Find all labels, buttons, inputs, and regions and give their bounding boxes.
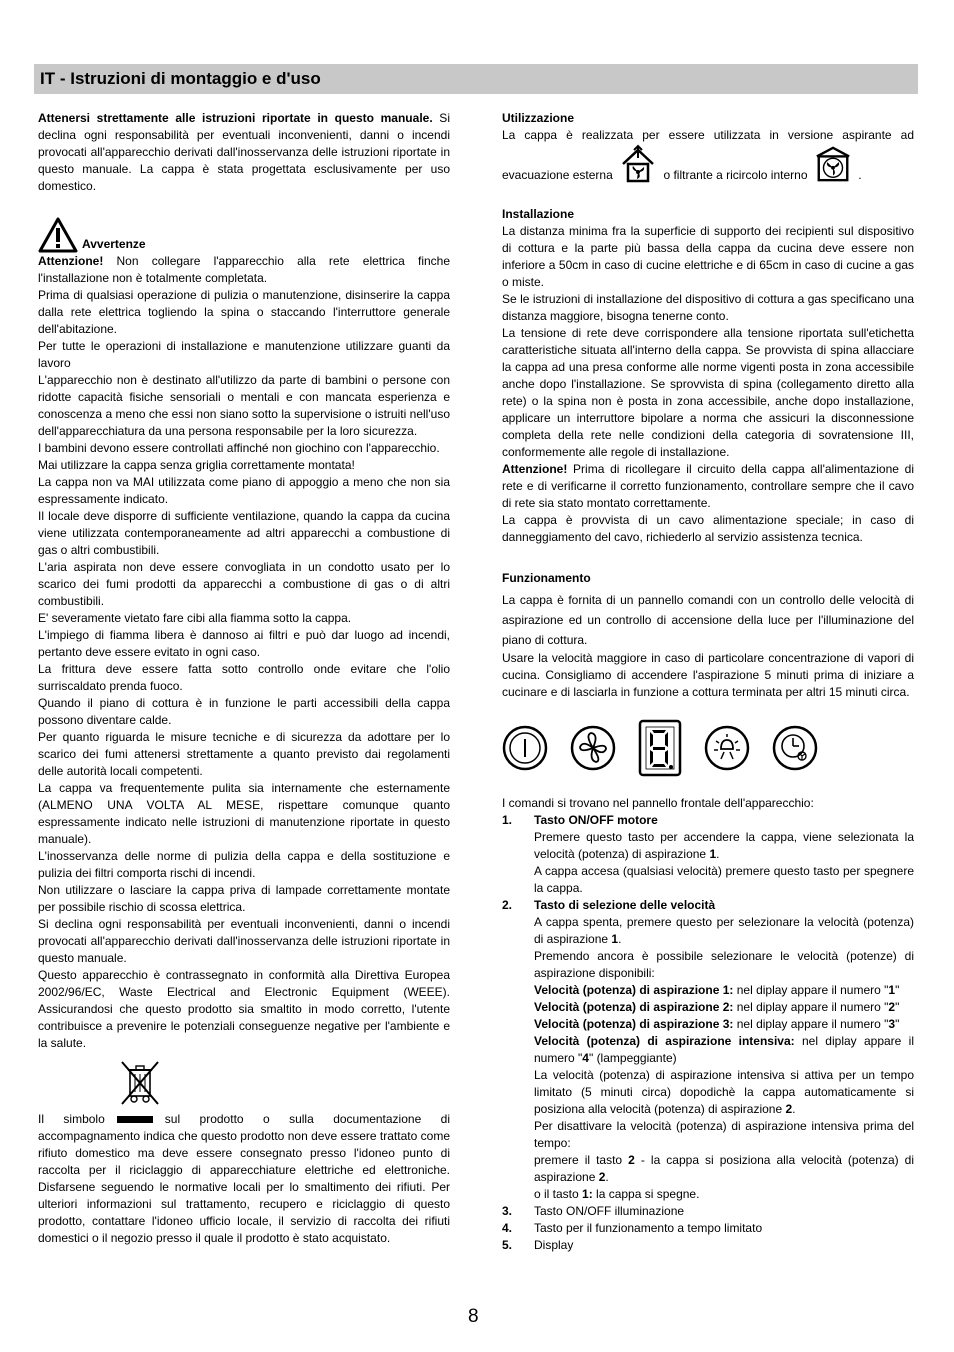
warning-heading [38, 217, 450, 253]
attention-paragraph: Attenzione! Non collegare l'apparecchio alla rete elettrica finche l'installazione non è totalmente completata. [38, 254, 450, 285]
install-title: Installazione [502, 207, 575, 221]
warning-paragraph: E' severamente vietato fare cibi alla fiamma sotto la cappa. [38, 611, 352, 625]
external-exhaust-icon [619, 144, 657, 184]
weee-bar-icon [117, 1116, 153, 1123]
warning-paragraph: Per tutte le operazioni di installazione e manutenzione utilizzare guanti da lavoro [38, 339, 450, 370]
right-column [502, 110, 914, 1254]
control-item-desc: La velocità (potenza) di aspirazione intensiva si attiva per un tempo limitato (5 minuti circa) dopodichè la cappa automaticamente si posiziona alla velocità (potenza) di aspirazione 2. [534, 1068, 914, 1116]
usage-paragraph: La cappa è realizzata per essere utilizzata in versione aspirante ad evacuazione esterna o filtrante a ricircolo interno . [502, 128, 914, 182]
controls-intro: I comandi si trovano nel pannello frontale dell'apparecchio: [502, 796, 814, 810]
usage-title: Utilizzazione [502, 111, 575, 125]
symbol-paragraph: Il simbolo sul prodotto o sulla documentazione di accompagnamento indica che questo prodotto non deve essere trattato come rifiuto domestico ma deve essere consegnato presso l'idoneo punto di raccolta per il riciclaggio di apparecchiature elettriche ed elettroniche. Disfarsene seguendo le normative locali per lo smaltimento dei rifiuti. Per ulteriori informazioni sul trattamento, recupero e riciclaggio di questo prodotto, contattare l'idoneo ufficio locale, il servizio di raccolta dei rifiuti domestici o il negozio presso il quale il prodotto è stato acquistato. [38, 1112, 451, 1245]
control-item-desc: A cappa spenta, premere questo per selezionare la velocità (potenza) di aspirazione 1. [534, 915, 914, 946]
warning-paragraph: L'inosservanza delle norme di pulizia della cappa e della sostituzione e pulizia dei filtri comporta rischi di incendi. [38, 849, 450, 880]
motor-power-icon [502, 725, 548, 771]
weee-paragraph: Questo apparecchio è contrassegnato in conformità alla Direttiva Europea 2002/96/EC, Waste Electrical and Electronic Equipment (WEEE). Assicurandosi che questo prodotto sia smaltito in modo corretto, l'utente contribuisce a prevenire le potenziali conseguenze negative per l'ambiente e la salute. [38, 968, 450, 1050]
intro-paragraph: Attenersi strettamente alle istruzioni riportate in questo manuale. Si declina ogni responsabilità per eventuali inconvenienti, danni o incendi provocati all'apparecchio derivati dall'inosservanza delle istruzioni riportate in questo manuale. La cappa è stata progettata esclusivamente per uso domestico. [38, 111, 450, 193]
speed-line: Velocità (potenza) di aspirazione 1: nel diplay appare il numero "1" [534, 983, 900, 997]
warning-paragraph: Il locale deve disporre di sufficiente ventilazione, quando la cappa da cucina viene utilizzata contemporaneamente ad altri apparecchi a combustione di gas o altri combustibili. [38, 509, 450, 557]
control-item-desc: Premere questo tasto per accendere la cappa, viene selezionata la velocità (potenza) di aspirazione 1. [534, 830, 914, 861]
control-item: 2. Tasto di selezione delle velocità [502, 898, 716, 912]
weee-bin-icon [118, 1058, 162, 1106]
control-item: 1. Tasto ON/OFF motore [502, 813, 658, 827]
light-icon [704, 725, 750, 771]
control-item: 4. Tasto per il funzionamento a tempo limitato [502, 1221, 763, 1235]
warning-paragraph: L'aria aspirata non deve essere convogliata in un condotto usato per lo scarico dei fumi prodotti da apparecchi a combustione di gas o di altri combustibili. [38, 560, 450, 608]
warning-paragraph: L'apparecchio non è destinato all'utilizzo da parte di bambini o persone con ridotte capacità fisiche sensoriali o mentali e con mancata esperienza e conoscenza a meno che essi non siano sotto la supervisione o istruiti nell'uso dell'apparecchiatura da una persona responsabile per la loro sicurezza. [38, 373, 450, 438]
function-paragraph: La cappa è fornita di un pannello comandi con un controllo delle velocità di aspirazione ed un controllo di accensione della luce per l'illuminazione del piano di cottura. [502, 593, 914, 647]
function-paragraph: Usare la velocità maggiore in caso di particolare concentrazione di vapori di cucina. Consigliamo di accendere l'aspirazione 5 minuti prima di iniziare a cucinare e di lasciarla in funzione a cottura terminata per altri 15 minuti circa. [502, 651, 914, 699]
control-item-desc: Premendo ancora è possibile selezionare le velocità (potenze) di aspirazione disponibili: [534, 949, 914, 980]
install-attention-paragraph: Attenzione! Prima di ricollegare il circuito della cappa all'alimentazione di rete e di verificarne il corretto funzionamento, controllare sempre che il cavo di rete sia stato montato correttamente. [502, 462, 914, 510]
warning-paragraph: Non utilizzare o lasciare la cappa priva di lampade correttamente montate per possibile rischio di scossa elettrica. [38, 883, 450, 914]
fan-speed-icon [570, 725, 616, 771]
warning-paragraph: La cappa va frequentemente pulita sia internamente che esternamente (ALMENO UNA VOLTA AL MESE, rispettare comunque quanto espressamente indicato nelle istruzioni di manutenzione riportate in questo manuale). [38, 781, 450, 846]
page-number: 8 [468, 1306, 479, 1327]
warning-paragraph: I bambini devono essere controllati affinché non giochino con l'apparecchio. [38, 441, 440, 455]
section-header: IT - Istruzioni di montaggio e d'uso [34, 64, 918, 94]
speed-line: Velocità (potenza) di aspirazione 3: nel diplay appare il numero "3" [534, 1017, 900, 1031]
timer-icon [772, 725, 818, 771]
display-icon [638, 719, 682, 777]
warning-paragraph: Prima di qualsiasi operazione di pulizia o manutenzione, disinserire la cappa dalla rete elettrica togliendo la spina o staccando l'interruttore generale dell'abitazione. [38, 288, 450, 336]
control-item-desc: Per disattivare la velocità (potenza) di aspirazione intensiva prima del tempo: [534, 1119, 914, 1150]
warning-paragraph: La cappa non va MAI utilizzata come piano di appoggio a meno che non sia espressamente indicato. [38, 475, 450, 506]
control-item-desc: A cappa accesa (qualsiasi velocità) premere questo tasto per spegnere la cappa. [534, 864, 914, 895]
control-item-desc: o il tasto 1: la cappa si spegne. [534, 1187, 700, 1201]
warning-title: Avvertenze [82, 237, 146, 251]
install-paragraph: La tensione di rete deve corrispondere alla tensione riportata sull'etichetta caratteristiche situata all'interno della cappa. Se provvista di spina allacciare la cappa ad una presa conforme alle norme vigenti posta in zona accessibile anche dopo l'installazione. Se sprovvista di spina (collegamento diretto alla rete) o la spina non è posta in zona accessibile, anche dopo installazione, applicare un interruttore bipolare a norma che assicuri la disconnessione completa della rete nelle condizioni della categoria di sovratensione III, conformemente alle regole di installazione. [502, 326, 914, 459]
install-paragraph: La distanza minima fra la superficie di supporto dei recipienti sul dispositivo di cottura e la parte più bassa della cappa da cucina deve essere non inferiore a 50cm in caso di cucine elettriche e di 65cm in caso di cucine a gas o miste. [502, 224, 914, 289]
warning-paragraph: La frittura deve essere fatta sotto controllo onde evitare che l'olio surriscaldato prenda fuoco. [38, 662, 450, 693]
speed-line: Velocità (potenza) di aspirazione 2: nel diplay appare il numero "2" [534, 1000, 900, 1014]
control-panel-icons [502, 719, 914, 777]
speed-line: Velocità (potenza) di aspirazione intensiva: nel diplay appare il numero "4" (lampeggiante) [534, 1034, 914, 1065]
warning-paragraph: Si declina ogni responsabilità per eventuali inconvenienti, danni o incendi provocati all'apparecchio derivati dall'inosservanza delle istruzioni riportate in questo manuale. [38, 917, 450, 965]
control-item-desc: premere il tasto 2 - la cappa si posiziona alla velocità (potenza) di aspirazione 2. [534, 1153, 914, 1184]
install-paragraph: La cappa è provvista di un cavo alimentazione speciale; in caso di danneggiamento del cavo, richiederlo al servizio assistenza tecnica. [502, 513, 914, 544]
left-column [38, 110, 450, 1247]
control-item: 3. Tasto ON/OFF illuminazione [502, 1204, 685, 1218]
warning-paragraph: L'impiego di fiamma libera è dannoso ai filtri e può dar luogo ad incendi, pertanto deve essere evitato in ogni caso. [38, 628, 450, 659]
warning-paragraph: Mai utilizzare la cappa senza griglia correttamente montata! [38, 458, 355, 472]
warning-paragraph: Quando il piano di cottura è in funzione le parti accessibili della cappa possono diventare calde. [38, 696, 450, 727]
install-paragraph: Se le istruzioni di installazione del dispositivo di cottura a gas specificano una distanza maggiore, bisogna tenerne conto. [502, 292, 914, 323]
warning-paragraph: Per quanto riguarda le misure tecniche e di sicurezza da adottare per lo scarico dei fumi attenersi strettamente a quanto previsto dai regolamenti delle autorità locali competenti. [38, 730, 450, 778]
recirculation-filter-icon [814, 144, 852, 184]
warning-triangle-icon [38, 217, 78, 253]
control-item: 5. Display [502, 1238, 574, 1252]
function-title: Funzionamento [502, 571, 591, 585]
